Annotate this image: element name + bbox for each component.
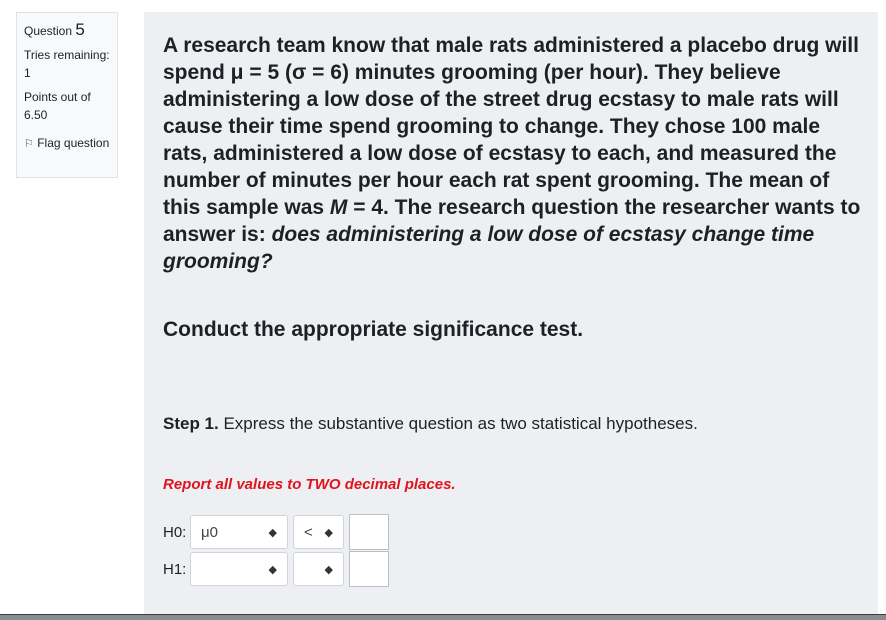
question-content	[144, 12, 878, 616]
h1-value-input[interactable]	[349, 551, 389, 587]
question-info-panel	[16, 12, 118, 178]
h0-row	[163, 514, 389, 550]
h0-value-input[interactable]	[349, 514, 389, 550]
h1-operator-select[interactable]	[293, 552, 344, 586]
updown-arrow-icon: ◆	[324, 526, 333, 539]
step-label: Step 1.	[163, 414, 219, 433]
bottom-border	[0, 614, 886, 620]
step-1-instruction: Step 1. Express the substantive question as two statistical hypotheses.	[163, 414, 698, 433]
m-symbol: M	[329, 196, 348, 219]
tries-label: Tries remaining:	[24, 48, 110, 62]
h1-row	[163, 551, 389, 587]
question-number-heading: Question 5	[24, 20, 85, 39]
conduct-instruction: Conduct the appropriate significance test.	[163, 318, 584, 341]
flag-question-link[interactable]	[24, 134, 117, 153]
flag-question-label: Flag question	[37, 136, 110, 150]
points-value: 6.50	[24, 108, 48, 122]
question-number: 5	[75, 20, 85, 39]
research-question: does administering a low dose of ecstasy change time grooming?	[163, 223, 815, 273]
h1-label: H1:	[163, 560, 187, 578]
question-text: A research team know that male rats administered a placebo drug will spend μ = 5 (σ = 6) minutes grooming (per hour). They believe administering a low dose of the street drug ecstasy to male rats will cause their time spend grooming to change. They chose 100 male rats, administered a low dose of ecstasy to each, and measured the number of minutes per hour each rat spent grooming. The mean of this sample was M = 4. The research question the researcher wants to answer is: does administering a low dose of ecstasy change time grooming?	[163, 34, 861, 273]
tries-value: 1	[24, 66, 31, 80]
updown-arrow-icon: ◆	[268, 526, 277, 539]
h0-label: H0:	[163, 523, 187, 541]
flag-icon: ⚐	[24, 138, 34, 150]
h1-parameter-select[interactable]	[190, 552, 288, 586]
report-note: Report all values to TWO decimal places.	[163, 476, 456, 493]
updown-arrow-icon: ◆	[324, 563, 333, 576]
h0-parameter-select[interactable]: μ0 ◆	[190, 515, 288, 549]
h0-operator-select[interactable]: < ◆	[293, 515, 344, 549]
updown-arrow-icon: ◆	[268, 563, 277, 576]
points-label: Points out of	[24, 90, 91, 104]
